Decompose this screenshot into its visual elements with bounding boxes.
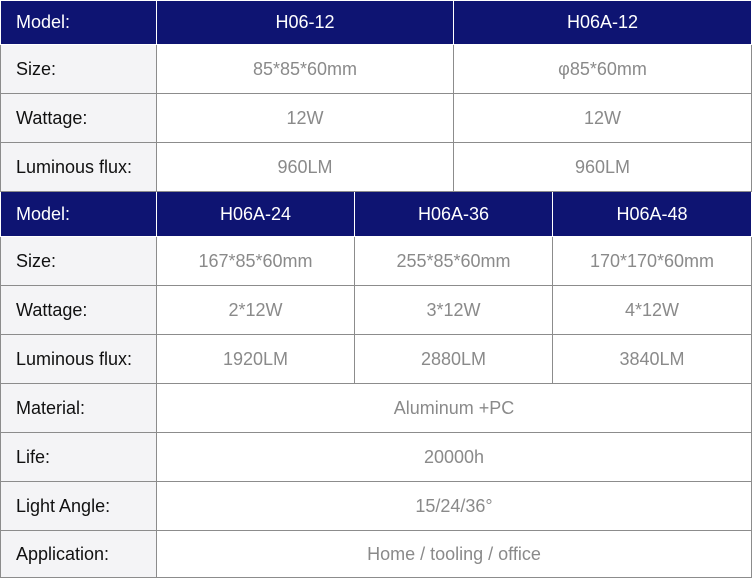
size-value: φ85*60mm (454, 45, 752, 94)
model-name-h06a-48: H06A-48 (553, 192, 752, 237)
material-label: Material: (0, 384, 157, 433)
wattage-value: 12W (454, 94, 752, 143)
luminous-flux-label-1: Luminous flux: (0, 143, 157, 192)
size-value: 167*85*60mm (157, 237, 355, 286)
size-value: 170*170*60mm (553, 237, 752, 286)
wattage-value: 4*12W (553, 286, 752, 335)
luminous-flux-label-2: Luminous flux: (0, 335, 157, 384)
wattage-value: 2*12W (157, 286, 355, 335)
application-label: Application: (0, 531, 157, 578)
life-label: Life: (0, 433, 157, 482)
wattage-label-1: Wattage: (0, 94, 157, 143)
luminous-flux-value: 960LM (454, 143, 752, 192)
model-label-1: Model: (0, 0, 157, 45)
material-value: Aluminum +PC (157, 384, 752, 433)
luminous-flux-value: 960LM (157, 143, 454, 192)
model-name-h06a-24: H06A-24 (157, 192, 355, 237)
model-label-2: Model: (0, 192, 157, 237)
luminous-flux-value: 3840LM (553, 335, 752, 384)
size-label-2: Size: (0, 237, 157, 286)
model-name-h06a-36: H06A-36 (355, 192, 553, 237)
light-angle-value: 15/24/36° (157, 482, 752, 531)
wattage-value: 12W (157, 94, 454, 143)
model-name-h06-12: H06-12 (157, 0, 454, 45)
luminous-flux-value: 2880LM (355, 335, 553, 384)
light-angle-label: Light Angle: (0, 482, 157, 531)
size-value: 255*85*60mm (355, 237, 553, 286)
model-name-h06a-12: H06A-12 (454, 0, 752, 45)
wattage-label-2: Wattage: (0, 286, 157, 335)
size-value: 85*85*60mm (157, 45, 454, 94)
application-value: Home / tooling / office (157, 531, 752, 578)
life-value: 20000h (157, 433, 752, 482)
size-label-1: Size: (0, 45, 157, 94)
luminous-flux-value: 1920LM (157, 335, 355, 384)
wattage-value: 3*12W (355, 286, 553, 335)
